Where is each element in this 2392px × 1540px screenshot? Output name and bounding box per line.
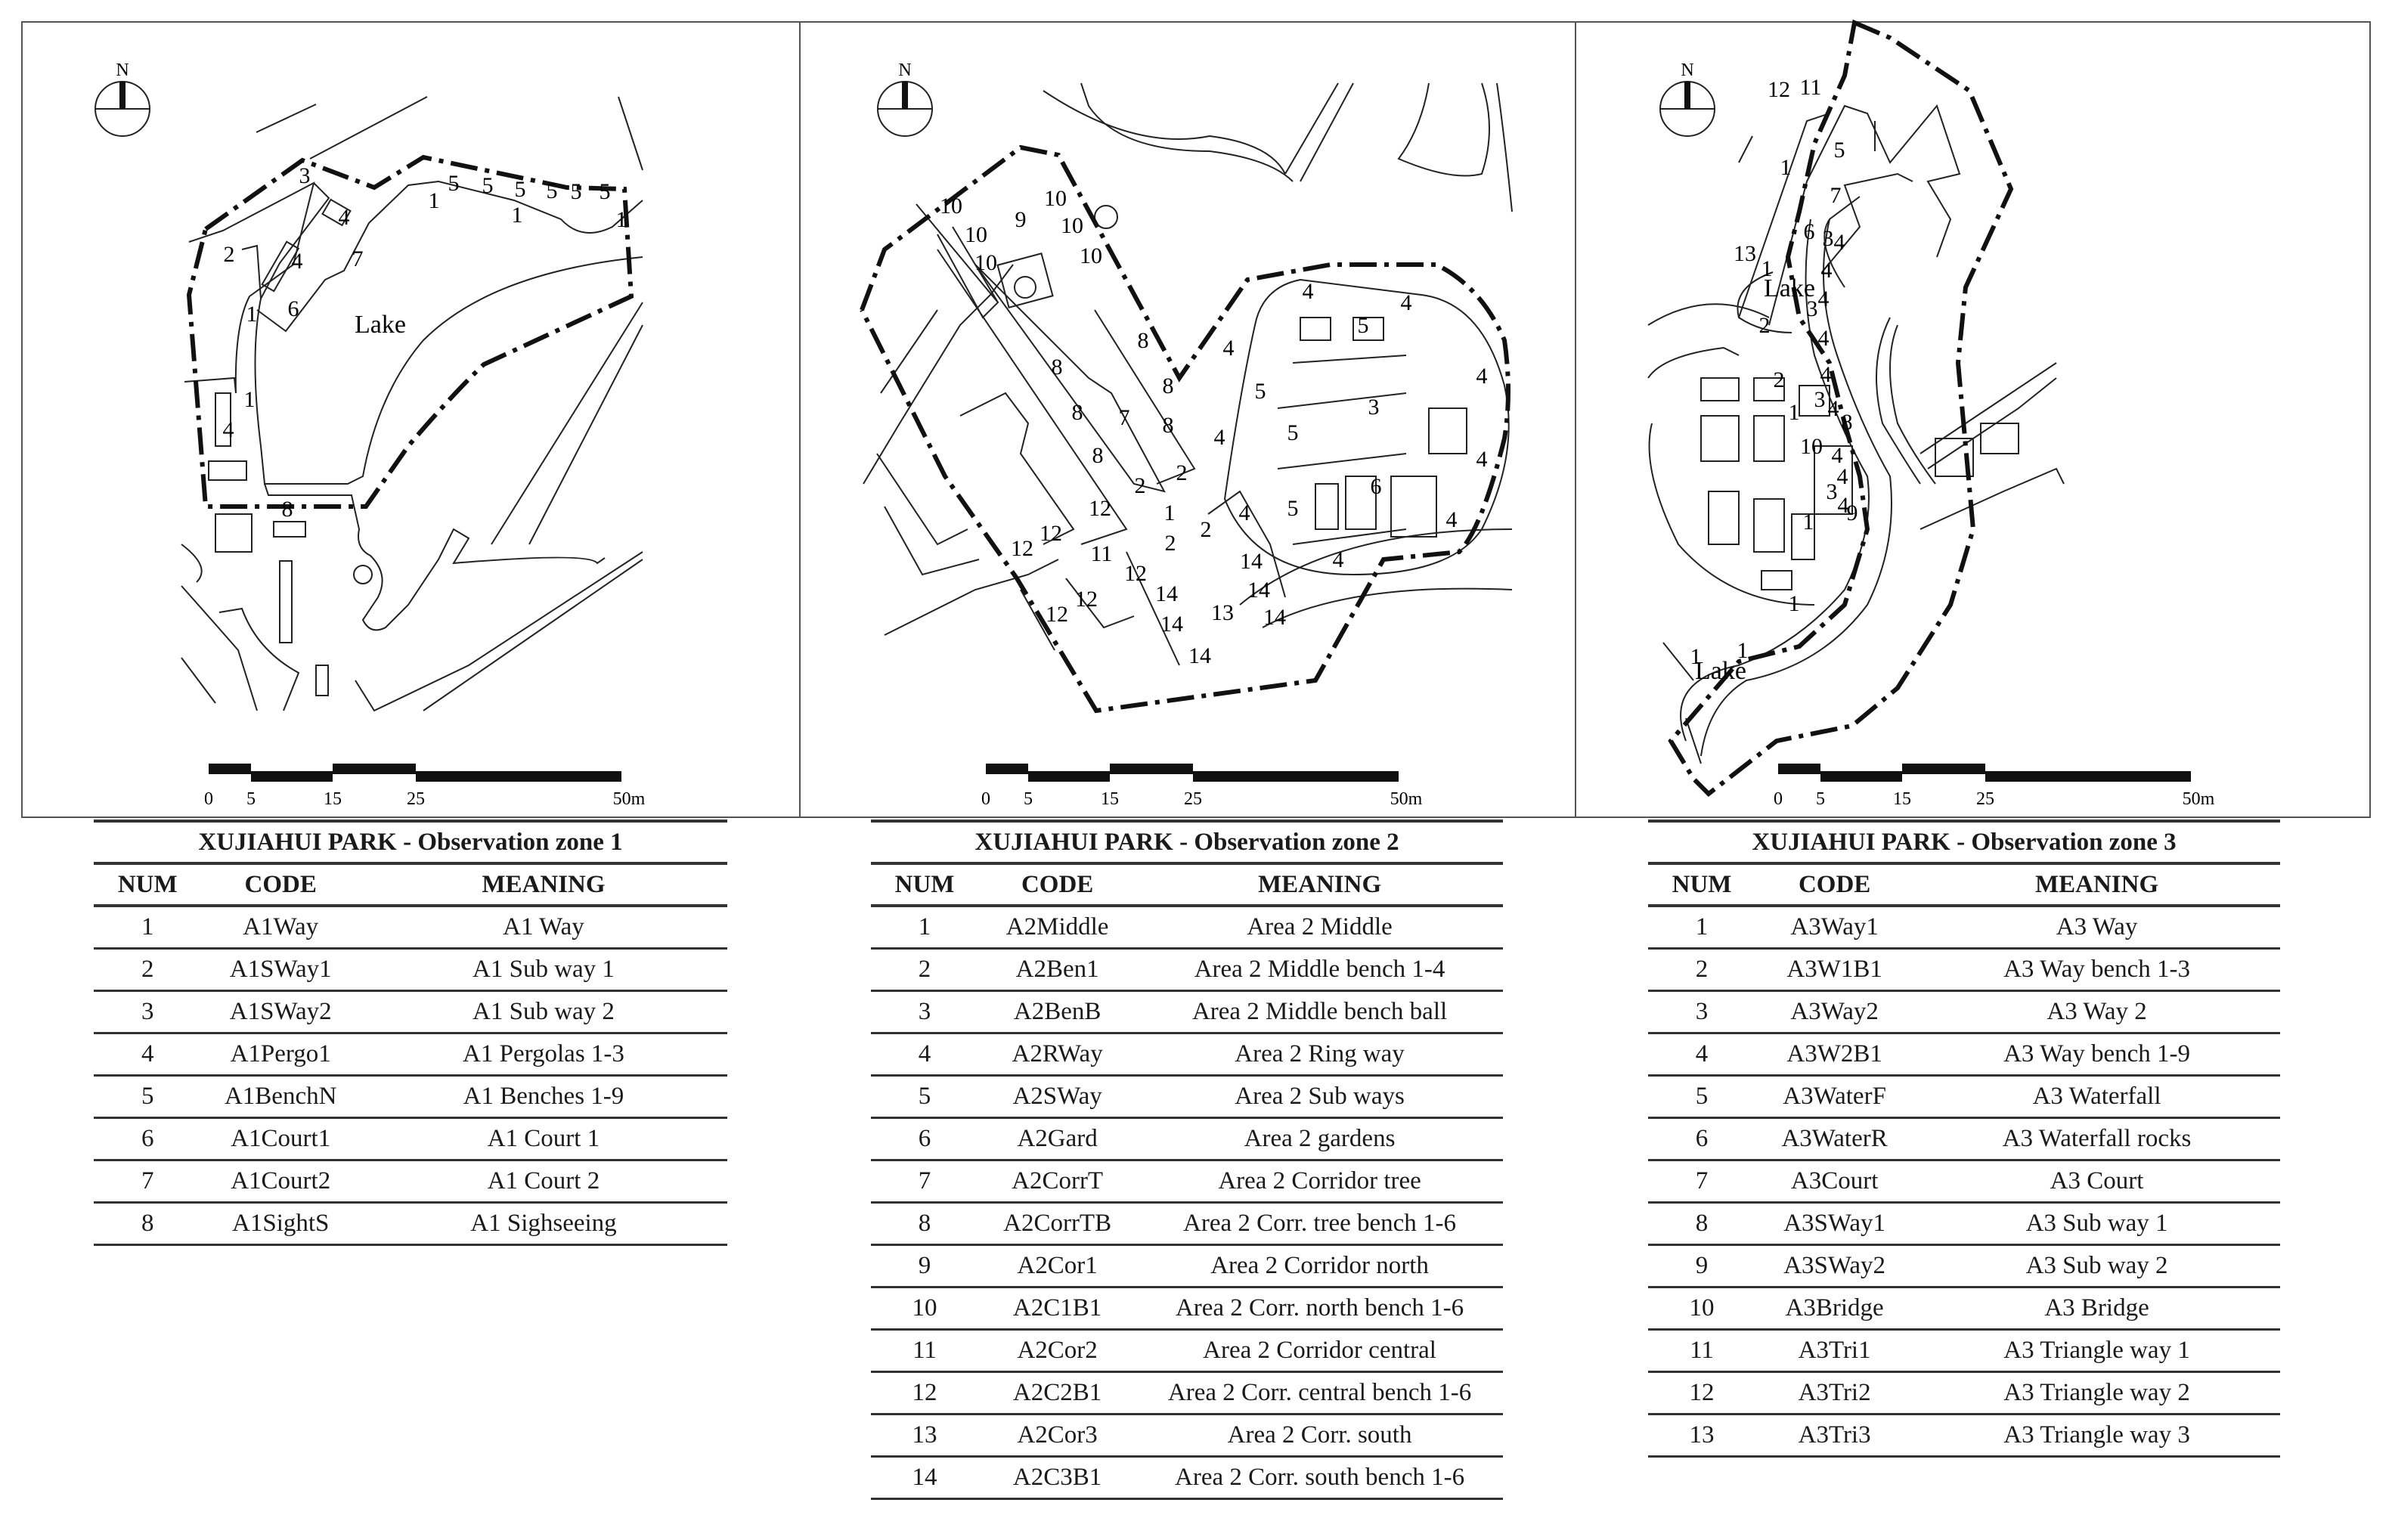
cell-num: 4 (871, 1033, 978, 1076)
zone-marker: 12 (1768, 77, 1790, 102)
map-markers (223, 75, 1858, 669)
cell-num: 8 (871, 1203, 978, 1245)
cell-meaning: Area 2 Middle (1136, 906, 1503, 949)
zone-marker: 3 (1826, 479, 1838, 504)
cell-code: A1Way (201, 906, 360, 949)
zone-marker: 3 (299, 163, 311, 188)
table-row (94, 1160, 727, 1203)
zone-marker: 6 (1370, 474, 1382, 499)
cell-num: 13 (1648, 1415, 1755, 1457)
zone-marker: 4 (1445, 507, 1458, 532)
cell-code: A2Cor2 (978, 1330, 1136, 1372)
cell-meaning: A3 Sub way 1 (1913, 1203, 2280, 1245)
cell-num: 4 (1648, 1033, 1755, 1076)
header-num: NUM (871, 863, 978, 906)
zone1-boundary (189, 157, 631, 507)
cell-code: A2Gard (978, 1118, 1136, 1160)
table-row (1648, 1033, 2280, 1076)
cell-code: A3W2B1 (1755, 1033, 1913, 1076)
scale-tick-label: 5 (1816, 789, 1825, 809)
cell-code: A1Pergo1 (201, 1033, 360, 1076)
table-row (1648, 949, 2280, 991)
cell-meaning: Area 2 Corr. south bench 1-6 (1136, 1457, 1503, 1499)
cell-meaning: Area 2 Sub ways (1136, 1076, 1503, 1118)
zone-marker: 4 (1820, 258, 1833, 283)
zone1-scale-bar (209, 764, 621, 782)
zone-marker: 13 (1211, 600, 1234, 625)
zone-marker: 1 (243, 387, 256, 412)
cell-num: 8 (94, 1203, 201, 1245)
zone-marker: 6 (287, 296, 299, 321)
zone-marker: 5 (570, 179, 582, 204)
zone-marker: 1 (1737, 638, 1749, 663)
cell-meaning: A3 Triangle way 3 (1913, 1415, 2280, 1457)
cell-code: A2C2B1 (978, 1372, 1136, 1415)
cell-code: A3Bridge (1755, 1287, 1913, 1330)
table-row (871, 1033, 1503, 1076)
cell-code: A2Cor3 (978, 1415, 1136, 1457)
header-meaning: MEANING (1136, 863, 1503, 906)
cell-code: A2C3B1 (978, 1457, 1136, 1499)
zone-marker: 1 (428, 188, 440, 213)
table-row (871, 906, 1503, 949)
zone-marker: 14 (1188, 643, 1211, 668)
zone-marker: 5 (514, 177, 526, 202)
cell-code: A3WaterR (1755, 1118, 1913, 1160)
cell-code: A1SightS (201, 1203, 360, 1245)
zone-marker: 5 (482, 173, 494, 198)
cell-code: A3Tri3 (1755, 1415, 1913, 1457)
cell-code: A2SWay (978, 1076, 1136, 1118)
scale-tick-label: 15 (1893, 789, 1911, 809)
table-title: XUJIAHUI PARK - Observation zone 3 (1648, 821, 2280, 863)
cell-code: A3WaterF (1755, 1076, 1913, 1118)
zone-marker: 10 (1080, 243, 1102, 268)
table-row (1648, 1118, 2280, 1160)
zone-marker: 8 (1051, 355, 1063, 380)
zone-marker: 2 (223, 242, 235, 267)
table-row (1648, 1287, 2280, 1330)
scale-tick-label: 15 (1101, 789, 1119, 809)
cell-num: 1 (1648, 906, 1755, 949)
zone-marker: 8 (1162, 413, 1174, 438)
zone-marker: 2 (1773, 367, 1785, 392)
cell-num: 12 (1648, 1372, 1755, 1415)
cell-code: A3Tri2 (1755, 1372, 1913, 1415)
zone-marker: 6 (1803, 219, 1815, 244)
zone-marker: 11 (1090, 541, 1113, 566)
cell-num: 2 (871, 949, 978, 991)
zone-marker: 4 (1820, 362, 1832, 387)
zone-marker: 5 (546, 178, 558, 203)
zone-marker: 12 (1046, 602, 1068, 627)
scale-tick-label: 50m (2182, 789, 2215, 809)
zone-marker: 2 (1134, 473, 1146, 498)
zone-marker: 14 (1263, 605, 1286, 630)
cell-num: 11 (871, 1330, 978, 1372)
zone-marker: 4 (1837, 493, 1849, 518)
cell-meaning: A1 Pergolas 1-3 (360, 1033, 727, 1076)
cell-num: 3 (94, 991, 201, 1033)
cell-meaning: A1 Benches 1-9 (360, 1076, 727, 1118)
header-code: CODE (201, 863, 360, 906)
cell-meaning: Area 2 Corr. central bench 1-6 (1136, 1372, 1503, 1415)
cell-meaning: A3 Waterfall (1913, 1076, 2280, 1118)
zone1-map (95, 60, 643, 782)
zone-marker: 10 (940, 194, 962, 218)
zone-marker: 9 (1846, 500, 1858, 525)
table-row (871, 1287, 1503, 1330)
cell-num: 3 (871, 991, 978, 1033)
cell-meaning: A3 Sub way 2 (1913, 1245, 2280, 1287)
zone-marker: 4 (1332, 547, 1344, 572)
cell-num: 11 (1648, 1330, 1755, 1372)
header-code: CODE (978, 863, 1136, 906)
table-row (1648, 1415, 2280, 1457)
cell-num: 1 (871, 906, 978, 949)
zone-marker: 7 (352, 246, 364, 271)
cell-num: 5 (871, 1076, 978, 1118)
table-row (871, 1245, 1503, 1287)
zone-marker: 12 (1075, 587, 1098, 612)
cell-code: A3W1B1 (1755, 949, 1913, 991)
zone-marker: 9 (1015, 207, 1027, 232)
table-row (871, 1076, 1503, 1118)
zone-marker: 4 (1213, 425, 1225, 450)
zone-marker: 14 (1240, 549, 1263, 574)
cell-num: 12 (871, 1372, 978, 1415)
cell-meaning: A3 Way bench 1-3 (1913, 949, 2280, 991)
zone-marker: 14 (1155, 581, 1178, 606)
cell-num: 5 (94, 1076, 201, 1118)
zone-marker: 2 (1758, 313, 1771, 338)
header-meaning: MEANING (1913, 863, 2280, 906)
cell-num: 9 (871, 1245, 978, 1287)
zone-marker: 4 (1476, 447, 1488, 472)
cell-code: A2C1B1 (978, 1287, 1136, 1330)
cell-code: A1BenchN (201, 1076, 360, 1118)
lake-label: Lake (355, 311, 406, 339)
zone-marker: 4 (1400, 290, 1412, 315)
cell-meaning: A1 Sub way 2 (360, 991, 727, 1033)
cell-meaning: A1 Sighseeing (360, 1203, 727, 1245)
cell-meaning: A3 Bridge (1913, 1287, 2280, 1330)
table-row (871, 991, 1503, 1033)
table-title: XUJIAHUI PARK - Observation zone 2 (871, 821, 1503, 863)
cell-code: A2CorrTB (978, 1203, 1136, 1245)
header-meaning: MEANING (360, 863, 727, 906)
cell-meaning: A1 Court 2 (360, 1160, 727, 1203)
scale-tick-label: 5 (246, 789, 256, 809)
cell-meaning: A3 Court (1913, 1160, 2280, 1203)
cell-num: 13 (871, 1415, 978, 1457)
cell-meaning: A1 Way (360, 906, 727, 949)
lake-label: Lake (1695, 657, 1746, 685)
cell-num: 10 (1648, 1287, 1755, 1330)
cell-num: 10 (871, 1287, 978, 1330)
zone-marker: 12 (1089, 496, 1111, 521)
north-arrow-icon (1660, 60, 1715, 136)
cell-num: 7 (94, 1160, 201, 1203)
table-row (94, 991, 727, 1033)
cell-code: A1Court2 (201, 1160, 360, 1203)
zone-marker: 3 (1822, 226, 1834, 251)
zone-marker: 1 (511, 203, 523, 228)
zone-marker: 13 (1734, 241, 1756, 266)
zone-marker: 10 (1800, 434, 1823, 459)
lake-label: Lake (1764, 274, 1815, 302)
scale-tick-label: 25 (1976, 789, 1994, 809)
cell-code: A2Cor1 (978, 1245, 1136, 1287)
table-title: XUJIAHUI PARK - Observation zone 1 (94, 821, 727, 863)
zone-marker: 1 (615, 207, 627, 232)
zone-marker: 5 (1357, 313, 1369, 338)
zone-marker: 1 (1780, 155, 1792, 180)
cell-meaning: Area 2 Corr. tree bench 1-6 (1136, 1203, 1503, 1245)
svg-text:N: N (898, 60, 912, 80)
zone1-legend-table (94, 820, 727, 1246)
cell-meaning: A1 Court 1 (360, 1118, 727, 1160)
cell-meaning: Area 2 Middle bench ball (1136, 991, 1503, 1033)
table-row (1648, 1160, 2280, 1203)
cell-num: 1 (94, 906, 201, 949)
zone-marker: 4 (1817, 287, 1830, 311)
zone-marker: 3 (1806, 296, 1818, 321)
svg-text:N: N (1681, 60, 1694, 80)
zone2-boundary (862, 147, 1508, 711)
zone-marker: 7 (1118, 405, 1130, 430)
cell-code: A3Court (1755, 1160, 1913, 1203)
cell-num: 2 (1648, 949, 1755, 991)
cell-meaning: A3 Way 2 (1913, 991, 2280, 1033)
zone-marker: 14 (1160, 612, 1183, 637)
zone-marker: 1 (1690, 644, 1702, 669)
zone-marker: 4 (1238, 500, 1250, 525)
zone-marker: 8 (281, 497, 293, 522)
zone-marker: 8 (1137, 328, 1149, 353)
zone-marker: 1 (246, 302, 258, 327)
zone-marker: 12 (1040, 521, 1062, 546)
table-row (871, 1457, 1503, 1499)
cell-num: 9 (1648, 1245, 1755, 1287)
zone-marker: 4 (1831, 443, 1843, 468)
cell-meaning: A1 Sub way 1 (360, 949, 727, 991)
cell-num: 4 (94, 1033, 201, 1076)
zone3-scale-bar (1778, 764, 2191, 782)
zone-marker: 2 (1200, 517, 1212, 542)
zone-marker: 4 (1836, 464, 1848, 489)
zone-marker: 10 (974, 250, 997, 275)
zone-marker: 4 (1222, 336, 1235, 361)
table-row (1648, 1076, 2280, 1118)
zone-marker: 8 (1841, 410, 1853, 435)
cell-code: A1SWay1 (201, 949, 360, 991)
cell-code: A1Court1 (201, 1118, 360, 1160)
cell-meaning: Area 2 Middle bench 1-4 (1136, 949, 1503, 991)
cell-meaning: A3 Way bench 1-9 (1913, 1033, 2280, 1076)
cell-code: A3Way1 (1755, 906, 1913, 949)
zone-marker: 5 (1287, 420, 1299, 445)
table-row (94, 906, 727, 949)
table-row (871, 1118, 1503, 1160)
cell-num: 3 (1648, 991, 1755, 1033)
zone2-map (862, 60, 1512, 782)
cell-code: A2RWay (978, 1033, 1136, 1076)
zone-marker: 5 (1254, 379, 1266, 404)
zone-marker: 1 (1788, 591, 1800, 616)
cell-meaning: Area 2 Corridor central (1136, 1330, 1503, 1372)
cell-meaning: Area 2 Ring way (1136, 1033, 1503, 1076)
table-row (871, 1415, 1503, 1457)
table-row (871, 1372, 1503, 1415)
zone-marker: 4 (1833, 230, 1845, 255)
zone-marker: 14 (1247, 578, 1270, 603)
zone-marker: 3 (1368, 395, 1380, 420)
table-row (94, 1033, 727, 1076)
cell-num: 5 (1648, 1076, 1755, 1118)
table-row (871, 1330, 1503, 1372)
zone-marker: 4 (291, 249, 303, 274)
zone3-legend-table (1648, 820, 2280, 1458)
zone-marker: 4 (1476, 364, 1488, 389)
cell-code: A2CorrT (978, 1160, 1136, 1203)
zone-marker: 4 (338, 205, 350, 230)
cell-num: 7 (1648, 1160, 1755, 1203)
table-row (871, 1160, 1503, 1203)
zone-marker: 1 (1802, 510, 1814, 535)
cell-code: A1SWay2 (201, 991, 360, 1033)
zone-marker: 5 (448, 171, 460, 196)
north-arrow-icon (95, 60, 150, 136)
zone-marker: 4 (1827, 396, 1839, 421)
table-row (1648, 1330, 2280, 1372)
cell-meaning: A3 Waterfall rocks (1913, 1118, 2280, 1160)
table-row (1648, 991, 2280, 1033)
zone-marker: 5 (599, 179, 611, 204)
table-row (94, 1118, 727, 1160)
zone-marker: 2 (1176, 460, 1188, 485)
cell-meaning: A3 Triangle way 1 (1913, 1330, 2280, 1372)
cell-num: 14 (871, 1457, 978, 1499)
table-row (1648, 1245, 2280, 1287)
cell-meaning: A3 Way (1913, 906, 2280, 949)
scale-tick-label: 15 (324, 789, 342, 809)
scale-tick-label: 5 (1024, 789, 1033, 809)
cell-code: A2Ben1 (978, 949, 1136, 991)
zone-marker: 2 (1164, 531, 1176, 556)
zone-marker: 10 (1044, 186, 1067, 211)
cell-num: 7 (871, 1160, 978, 1203)
table-row (1648, 1372, 2280, 1415)
zone-marker: 8 (1162, 373, 1174, 398)
header-code: CODE (1755, 863, 1913, 906)
zone-marker: 1 (1163, 500, 1176, 525)
table-row (94, 949, 727, 991)
table-row (871, 949, 1503, 991)
table-row (94, 1203, 727, 1245)
zone-marker: 12 (1124, 561, 1147, 586)
zone2-scale-bar (986, 764, 1399, 782)
cell-meaning: Area 2 Corridor north (1136, 1245, 1503, 1287)
table-row (871, 1203, 1503, 1245)
cell-meaning: Area 2 gardens (1136, 1118, 1503, 1160)
cell-num: 2 (94, 949, 201, 991)
zone-marker: 8 (1071, 400, 1083, 425)
zone2-legend-table (871, 820, 1503, 1500)
zone-marker: 12 (1011, 536, 1033, 561)
zone-marker: 5 (1833, 138, 1845, 163)
scale-tick-label: 50m (612, 789, 646, 809)
cell-code: A3Way2 (1755, 991, 1913, 1033)
cell-num: 8 (1648, 1203, 1755, 1245)
header-num: NUM (94, 863, 201, 906)
cell-code: A3SWay1 (1755, 1203, 1913, 1245)
cell-meaning: Area 2 Corr. north bench 1-6 (1136, 1287, 1503, 1330)
zone-marker: 10 (1061, 213, 1083, 238)
cell-code: A2Middle (978, 906, 1136, 949)
cell-meaning: Area 2 Corr. south (1136, 1415, 1503, 1457)
north-arrow-icon (878, 60, 932, 136)
cell-meaning: Area 2 Corridor tree (1136, 1160, 1503, 1203)
zone-marker: 10 (965, 222, 987, 247)
zone-marker: 5 (1287, 496, 1299, 521)
cell-code: A3SWay2 (1755, 1245, 1913, 1287)
cell-meaning: A3 Triangle way 2 (1913, 1372, 2280, 1415)
scale-tick-label: 25 (1184, 789, 1202, 809)
cell-num: 6 (94, 1118, 201, 1160)
scale-tick-label: 0 (1774, 789, 1783, 809)
zone-marker: 4 (222, 417, 234, 442)
zone-marker: 1 (1788, 400, 1800, 425)
zone-marker: 1 (1761, 256, 1773, 281)
scale-tick-label: 25 (407, 789, 425, 809)
zone-marker: 4 (1302, 279, 1314, 304)
table-row (94, 1076, 727, 1118)
zone-marker: 7 (1830, 183, 1842, 208)
scale-tick-label: 0 (204, 789, 213, 809)
zone-marker: 8 (1092, 443, 1104, 468)
zone-marker: 11 (1799, 75, 1822, 100)
scale-tick-label: 50m (1390, 789, 1423, 809)
cell-num: 6 (871, 1118, 978, 1160)
table-row (1648, 1203, 2280, 1245)
cell-code: A3Tri1 (1755, 1330, 1913, 1372)
scale-tick-label: 0 (981, 789, 990, 809)
cell-num: 6 (1648, 1118, 1755, 1160)
header-num: NUM (1648, 863, 1755, 906)
cell-code: A2BenB (978, 991, 1136, 1033)
svg-text:N: N (116, 60, 129, 80)
zone-marker: 4 (1817, 326, 1830, 351)
table-row (1648, 906, 2280, 949)
zone-marker: 3 (1814, 387, 1826, 412)
